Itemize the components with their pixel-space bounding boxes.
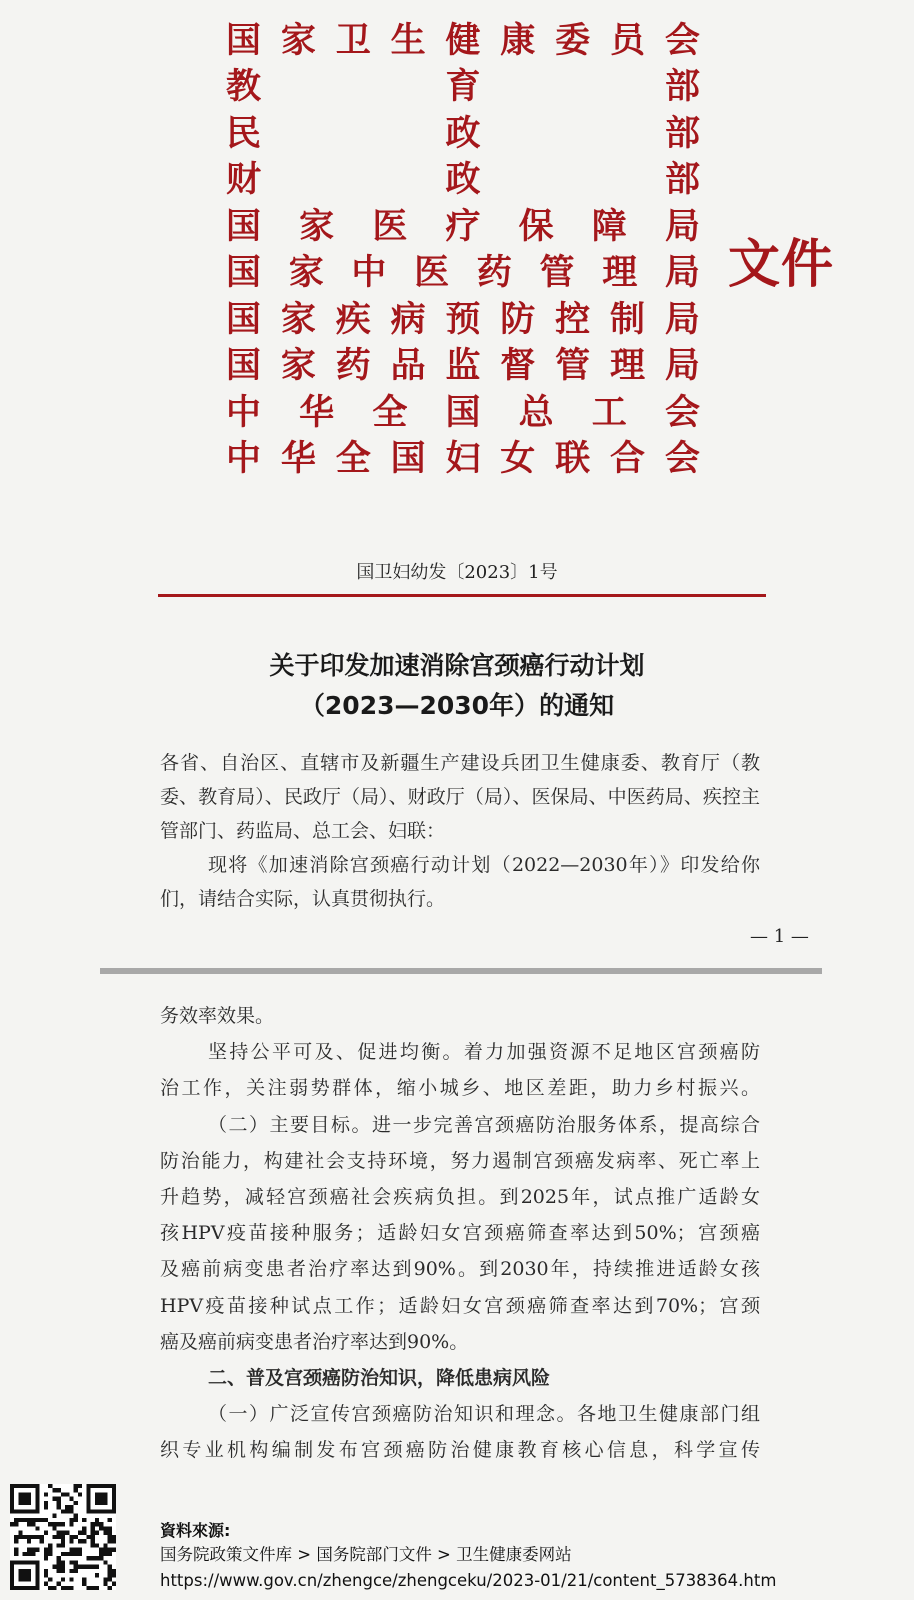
agency-char: 理 [602,253,638,294]
agency-char: 康 [500,20,536,61]
paragraph-line: HPV疫苗接种试点工作；适龄妇女宫颈癌筛查率达到70%；宫颈 [160,1294,760,1317]
agency-char: 女 [500,439,536,480]
paragraph-line: 孩HPV疫苗接种服务；适龄妇女宫颈癌筛查率达到50%；宫颈癌 [160,1222,760,1245]
body-line: 现将《加速消除宫颈癌行动计划（2022—2030年）》印发给你 [208,854,760,876]
agency-char: 保 [518,206,554,247]
source-breadcrumb[interactable]: 国务院政策文件库 > 国务院部门文件 > 卫生健康委网站 [160,1545,572,1564]
agency-char: 财 [226,160,262,201]
agency-char: 局 [664,299,700,340]
agency-char: 部 [664,113,700,154]
agency-char: 监 [445,346,481,387]
agency-char: 教 [226,67,262,108]
notice-title [0,646,914,726]
agency-char: 家 [280,346,316,387]
agency-char: 局 [664,206,700,247]
agency-char: 员 [610,20,646,61]
paragraph-line: 及癌前病变患者治疗率达到90%。到2030年，持续推进适龄女孩 [160,1258,760,1281]
agency-char: 国 [226,346,262,387]
agency-char: 家 [280,20,316,61]
agency-char: 国 [226,299,262,340]
agency-name [226,437,700,484]
paragraph-line: 治工作，关注弱势群体，缩小城乡、地区差距，助力乡村振兴。 [160,1077,760,1100]
agency-name [226,344,700,391]
source-url-link[interactable]: https://www.gov.cn/zhengce/zhengceku/2023-01/21/content_5738364.htm [160,1571,777,1590]
document-label: 文件 [728,235,835,295]
agency-char: 会 [664,392,700,433]
agency-char: 品 [390,346,426,387]
agency-char: 局 [664,346,700,387]
agency-char: 局 [664,253,700,294]
agency-char: 育 [445,67,481,108]
agency-char: 部 [664,67,700,108]
agency-char: 委 [555,20,591,61]
agency-name [226,158,700,205]
agency-char: 总 [518,392,554,433]
agency-name [226,251,700,298]
paragraph-line: 务效率效果。 [160,1005,275,1027]
agency-char: 华 [280,439,316,480]
agency-name [226,18,700,65]
agency-char: 家 [288,253,324,294]
agency-char: 部 [664,160,700,201]
issuing-agencies [226,18,700,483]
agency-char: 中 [226,392,262,433]
agency-char: 疾 [335,299,371,340]
agency-char: 生 [390,20,426,61]
agency-char: 会 [664,439,700,480]
paragraph-line: 癌及癌前病变患者治疗率达到90%。 [160,1330,469,1353]
red-separator-line [158,594,766,597]
agency-char: 预 [445,299,481,340]
section-heading: 二、普及宫颈癌防治知识，降低患病风险 [208,1366,551,1389]
agency-char: 卫 [335,20,371,61]
paragraph-line: （二）主要目标。进一步完善宫颈癌防治服务体系，提高综合 [208,1113,760,1136]
notice-body [160,746,760,916]
agency-char: 国 [226,20,262,61]
agency-char: 医 [414,253,450,294]
agency-name [226,65,700,112]
paragraph-line: 坚持公平可及、促进均衡。着力加强资源不足地区宫颈癌防 [208,1041,760,1064]
agency-name [226,111,700,158]
agency-char: 家 [280,299,316,340]
agency-char: 会 [664,20,700,61]
agency-char: 障 [591,206,627,247]
source-info [160,1520,776,1594]
agency-name [226,204,700,251]
page-number: — 1 — [750,926,809,947]
addressee-line: 各省、自治区、直辖市及新疆生产建设兵团卫生健康委、教育厅（教 [160,752,760,774]
agency-char: 国 [390,439,426,480]
agency-char: 健 [445,20,481,61]
agency-char: 妇 [445,439,481,480]
agency-char: 华 [299,392,335,433]
agency-char: 合 [610,439,646,480]
agency-name [226,297,700,344]
agency-char: 民 [226,113,262,154]
agency-char: 工 [591,392,627,433]
agency-char: 全 [335,439,371,480]
title-line-1: 关于印发加速消除宫颈癌行动计划 [269,651,645,680]
agency-char: 控 [555,299,591,340]
agency-char: 疗 [445,206,481,247]
agency-char: 药 [335,346,371,387]
agency-char: 政 [445,113,481,154]
paragraph-line: 升趋势，减轻宫颈癌社会疾病负担。到2025年，试点推广适龄女 [160,1185,760,1208]
agency-char: 制 [610,299,646,340]
agency-char: 中 [351,253,387,294]
agency-char: 国 [226,206,262,247]
paragraph-line: 防治能力，构建社会支持环境，努力遏制宫颈癌发病率、死亡率上 [160,1149,760,1172]
document-number: 国卫妇幼发〔2023〕1号 [356,562,558,583]
body-line: 们，请结合实际，认真贯彻执行。 [160,888,446,910]
agency-char: 管 [555,346,591,387]
agency-char: 防 [500,299,536,340]
page-divider [100,968,822,974]
qr-code-icon[interactable] [10,1484,116,1590]
page-2-content [160,998,760,1468]
agency-char: 督 [500,346,536,387]
agency-char: 家 [299,206,335,247]
agency-char: 全 [372,392,408,433]
agency-char: 病 [390,299,426,340]
paragraph-line: （一）广泛宣传宫颈癌防治知识和理念。各地卫生健康部门组 [208,1403,760,1426]
agency-name [226,390,700,437]
title-line-2: （2023—2030年）的通知 [299,691,615,720]
agency-char: 国 [445,392,481,433]
addressee-line: 管部门、药监局、总工会、妇联： [160,820,446,842]
agency-char: 药 [476,253,512,294]
agency-char: 联 [555,439,591,480]
agency-char: 中 [226,439,262,480]
addressee-line: 委、教育局）、民政厅（局）、财政厅（局）、医保局、中医药局、疾控主 [160,786,760,808]
agency-char: 医 [372,206,408,247]
agency-char: 理 [610,346,646,387]
source-label: 資料來源: [160,1521,231,1540]
agency-char: 国 [226,253,262,294]
paragraph-line: 织专业机构编制发布宫颈癌防治健康教育核心信息，科学宣传 [160,1439,760,1462]
agency-char: 管 [539,253,575,294]
agency-char: 政 [445,160,481,201]
